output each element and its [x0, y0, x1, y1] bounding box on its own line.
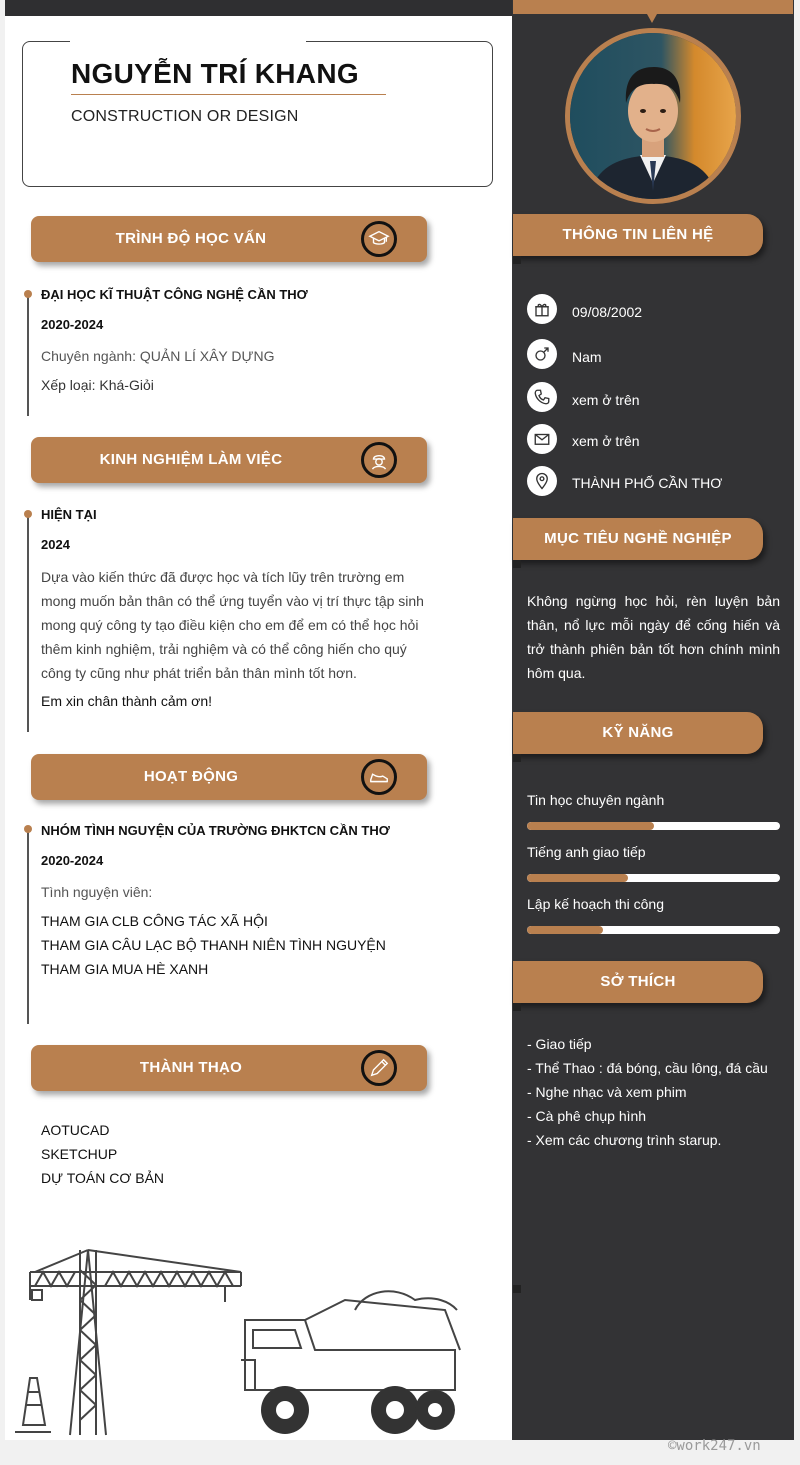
contact-birthday: 09/08/2002	[572, 304, 643, 320]
career-goal-title: MỤC TIÊU NGHỀ NGHIỆP	[544, 530, 732, 547]
activities-timeline	[27, 827, 29, 1024]
activities-group: NHÓM TÌNH NGUYỆN CỦA TRƯỜNG ĐHKTCN CẦN THƠ	[41, 823, 390, 838]
career-goal-text: Không ngừng học hỏi, rèn luyện bản thân, nổ lực mỗi ngày để cống hiến và trở thành phiên bản tốt hơn chính mình hôm qua.	[527, 593, 780, 681]
experience-year: 2024	[41, 537, 70, 552]
sidebar-top-strip	[513, 0, 793, 14]
watermark: ©work247.vn	[668, 1438, 761, 1454]
experience-header	[31, 437, 427, 483]
timeline-dot	[24, 290, 32, 298]
education-title: TRÌNH ĐỘ HỌC VẤN	[115, 230, 267, 247]
timeline-dot	[24, 825, 32, 833]
contact-phone: xem ở trên	[572, 392, 640, 408]
education-header	[31, 216, 427, 262]
worker-icon	[361, 442, 397, 478]
education-school: ĐẠI HỌC KĨ THUẬT CÔNG NGHỆ CẦN THƠ	[41, 287, 308, 302]
contact-email: xem ở trên	[572, 433, 640, 449]
graduation-cap-icon	[361, 221, 397, 257]
skill-label: Tiếng anh giao tiếp	[527, 844, 646, 860]
hobby-item: - Cà phê chụp hình	[527, 1108, 647, 1124]
hobbies-title: SỞ THÍCH	[600, 973, 676, 990]
skills-title: KỸ NĂNG	[602, 724, 674, 741]
activity-item: THAM GIA MUA HÈ XANH	[41, 961, 209, 977]
hobby-item: - Nghe nhạc và xem phim	[527, 1084, 687, 1100]
experience-title: KINH NGHIỆM LÀM VIỆC	[99, 451, 283, 468]
skill-bar-fill	[527, 822, 654, 830]
gift-icon	[527, 294, 557, 324]
proficiency-item: DỰ TOÁN CƠ BẢN	[41, 1170, 165, 1186]
proficiency-item: SKETCHUP	[41, 1146, 118, 1162]
skill-label: Lập kế hoạch thi công	[527, 896, 664, 912]
activity-item: THAM GIA CÂU LẠC BỘ THANH NIÊN TÌNH NGUYỆN	[41, 937, 386, 953]
skill-label: Tin học chuyên ngành	[527, 792, 665, 808]
gender-icon	[527, 339, 557, 369]
sneaker-icon	[361, 759, 397, 795]
phone-icon	[527, 382, 557, 412]
experience-position: HIỆN TẠI	[41, 507, 97, 522]
skill-bar-fill	[527, 874, 628, 882]
candidate-name: NGUYỄN TRÍ KHANG	[71, 58, 359, 89]
education-rank: Xếp loại: Khá-Giỏi	[41, 377, 154, 393]
activities-role: Tình nguyện viên:	[41, 884, 153, 900]
education-timeline	[27, 292, 29, 416]
hobby-item: - Giao tiếp	[527, 1036, 592, 1052]
education-years: 2020-2024	[41, 317, 104, 332]
hobby-item: - Xem các chương trình starup.	[527, 1132, 722, 1148]
pencil-icon	[361, 1050, 397, 1086]
experience-description: Dựa vào kiến thức đã được học và tích lũy trên trường em mong muốn bản thân có thể ứng tuyển vào vị trí thực tập sinh mong quý công ty tạo điều kiện cho em để em có thể học hỏi thêm kinh nghiệm, trải nghiệm và có thể công hiến cho quý công ty cũng như phát triển bản thân mình tốt hơn.	[41, 569, 424, 681]
skill-bar	[527, 926, 780, 934]
sidebar-notch	[647, 14, 657, 23]
proficiency-header	[31, 1045, 427, 1091]
skill-bar	[527, 874, 780, 882]
timeline-dot	[24, 510, 32, 518]
activities-title: HOẠT ĐỘNG	[143, 768, 239, 785]
hobby-item: - Thể Thao : đá bóng, cầu lông, đá cầu	[527, 1060, 768, 1076]
career-goal-header	[513, 518, 763, 560]
hobbies-header	[513, 961, 763, 1003]
activities-years: 2020-2024	[41, 853, 104, 868]
construction-illustration	[5, 1240, 475, 1440]
skill-bar-fill	[527, 926, 603, 934]
experience-closing: Em xin chân thành cảm ơn!	[41, 693, 213, 709]
contact-gender: Nam	[572, 349, 602, 365]
job-title: CONSTRUCTION OR DESIGN	[71, 108, 299, 125]
skills-header	[513, 712, 763, 754]
contact-title: THÔNG TIN LIÊN HỆ	[562, 226, 714, 243]
name-underline	[71, 94, 386, 95]
proficiency-item: AOTUCAD	[41, 1122, 110, 1138]
cv-page	[5, 0, 794, 1440]
skill-bar	[527, 822, 780, 830]
experience-timeline	[27, 512, 29, 732]
activities-header	[31, 754, 427, 800]
proficiency-title: THÀNH THẠO	[139, 1059, 243, 1076]
email-icon	[527, 424, 557, 454]
education-major: Chuyên ngành: QUẢN LÍ XÂY DỰNG	[41, 348, 275, 364]
activity-item: THAM GIA CLB CÔNG TÁC XÃ HỘI	[41, 913, 268, 929]
contact-header	[513, 214, 763, 256]
avatar	[565, 28, 741, 204]
location-pin-icon	[527, 466, 557, 496]
contact-address: THÀNH PHỐ CẦN THƠ	[572, 475, 723, 491]
